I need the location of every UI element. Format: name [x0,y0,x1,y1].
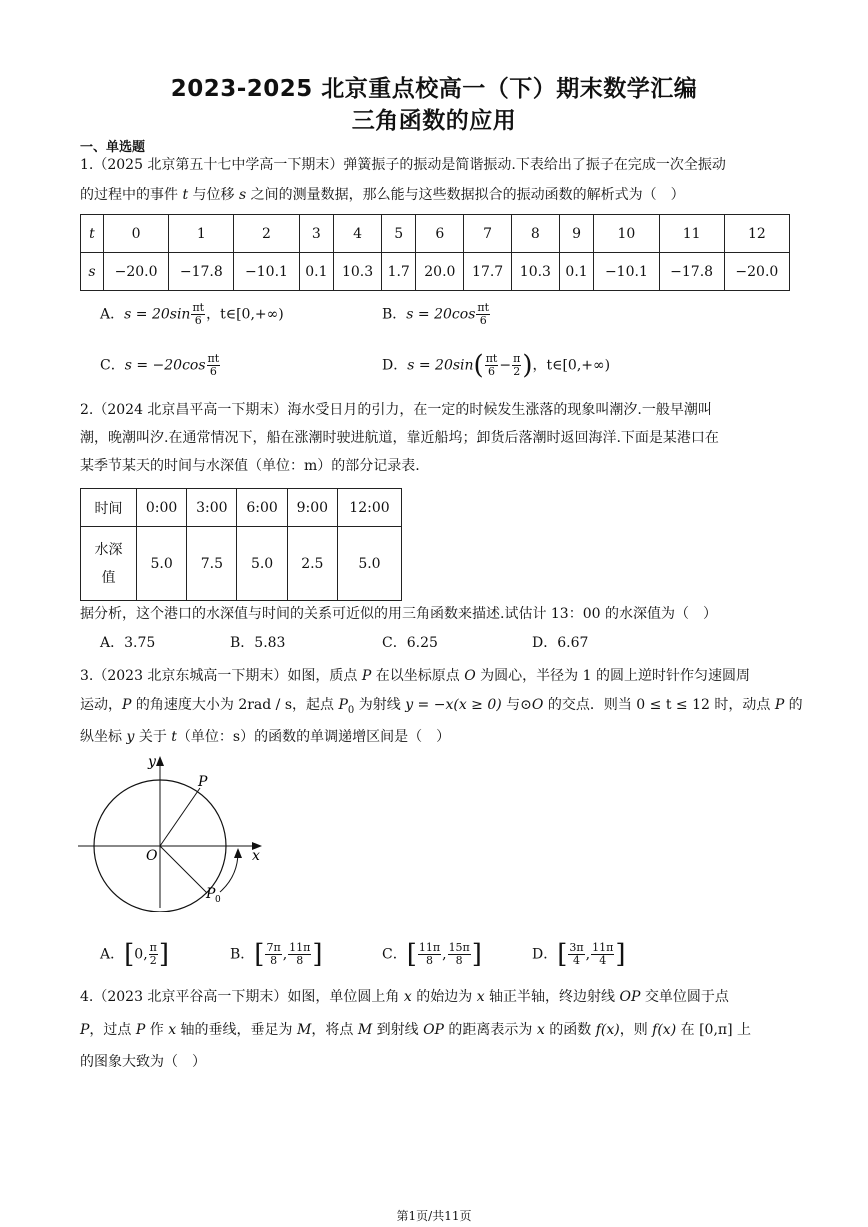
q4-text-line2: P，过点 P 作 x 轴的垂线，垂足为 M，将点 M 到射线 OP 的距离表示为 x 的函数 f(x)，则 f(x) 在 [0,π] 上 [80,1022,752,1038]
q1-t-cell: 6 [416,215,464,253]
q3-option-c[interactable]: C．[ $\frac{11\pi}{8}$ , $\frac{15\pi}{8}$ ] [382,939,482,970]
q2-depth-cell: 5.0 [237,527,287,601]
q1-t-cell: 7 [464,215,512,253]
q1-t-cell: 8 [512,215,560,253]
q2-depth-cell: 5.0 [137,527,187,601]
document-subtitle: 三角函数的应用 [351,108,517,134]
q2-depth-cell: 2.5 [287,527,337,601]
q2-option-a[interactable]: A．3.75 [100,635,156,651]
q1-s-cell: 1.7 [381,253,416,291]
q2-text-line1: 2.（2024 北京昌平高一下期末）海水受日月的引力，在一定的时候发生涨落的现象叫潮汐.一般早潮叫 [80,402,712,418]
page-footer: 第1页/共11页 [396,1209,472,1223]
q3-option-b[interactable]: B．[ $\frac{7\pi}{8}$ , $\frac{11\pi}{8}$ ] [230,939,323,970]
q3-unit-circle-figure [74,752,274,912]
q1-s-cell: 10.3 [512,253,560,291]
q1-s-cell: 20.0 [416,253,464,291]
section-heading: 一、单选题 [80,140,146,155]
label-p0: P [206,886,216,902]
q2-depth-cell: 5.0 [337,527,401,601]
q2-depth-cell: 7.5 [187,527,237,601]
q1-row-t [81,215,790,253]
q1-t-cell: 0 [104,215,169,253]
q1-s-cell: 0.1 [559,253,594,291]
q1-t-cell: 9 [559,215,594,253]
q1-s-cell: 0.1 [299,253,334,291]
label-y: y [148,754,156,770]
q2-option-c[interactable]: C．6.25 [382,635,438,651]
q2-data-table [80,488,402,601]
segment-op0 [160,846,207,893]
q2-row-time [81,489,402,527]
q1-s-cell: 10.3 [334,253,382,291]
q1-data-table [80,214,790,291]
q1-option-c[interactable]: C．s = −20cos $\frac{\pi t}{6}$ [100,352,220,378]
rotation-arrow-icon [234,848,242,858]
q2-option-d[interactable]: D．6.67 [532,635,589,651]
q3-option-a[interactable]: A．[0, $\frac{\pi}{2}$ ] [100,939,170,970]
q1-t-cell: 4 [334,215,382,253]
q2-time-cell: 3:00 [187,489,237,527]
q1-s-cell: 17.7 [464,253,512,291]
q2-time-cell: 6:00 [237,489,287,527]
q1-s-label: s [81,253,104,291]
segment-op [160,788,200,846]
q1-text-line1: 1.（2025 北京第五十七中学高一下期末）弹簧振子的振动是简谐振动.下表给出了振子在完成一次全振动 [80,157,726,173]
q2-depth-label: 水深 值 [81,527,137,601]
q4-text-line3: 的图象大致为（ ） [80,1054,206,1070]
q1-text-line2: 的过程中的事件 t 与位移 s 之间的测量数据，那么能与这些数据拟合的振动函数的解析式为（ ） [80,187,685,203]
q4-text-line1: 4.（2023 北京平谷高一下期末）如图，单位圆上角 x 的始边为 x 轴正半轴，终边射线 OP 交单位圆于点 [80,989,729,1005]
q2-time-label: 时间 [81,489,137,527]
q2-text-line3: 某季节某天的时间与水深值（单位：m）的部分记录表. [80,458,420,474]
q1-t-label: t [81,215,104,253]
q2-time-cell: 12:00 [337,489,401,527]
q1-t-cell: 11 [659,215,724,253]
q1-option-b[interactable]: B．s = 20cos $\frac{\pi t}{6}$ [382,301,490,327]
q1-t-cell: 12 [724,215,789,253]
q1-t-cell: 10 [594,215,659,253]
q1-t-cell: 3 [299,215,334,253]
q1-option-a[interactable]: A．s = 20sin $\frac{\pi t}{6}$ ，t∈[0,+∞) [100,301,284,327]
q2-option-b[interactable]: B．5.83 [230,635,286,651]
label-p0-subscript: 0 [215,895,221,905]
q1-option-d[interactable]: D．s = 20sin( $\frac{\pi t}{6}$ − $\frac{\pi}{2}$ )，t∈[0,+∞) [382,350,611,381]
document-title: 2023-2025 北京重点校高一（下）期末数学汇编 [170,76,698,102]
q2-time-cell: 9:00 [287,489,337,527]
q1-s-cell: −17.8 [659,253,724,291]
q1-s-cell: −10.1 [234,253,299,291]
q3-text-line2: 运动，P 的角速度大小为 2rad / s，起点 $P_0$ 为射线 y = −x(x ≥ 0) 与⊙O 的交点．则当 0 ≤ t ≤ 12 时，动点 P 的 [80,697,803,716]
q1-t-cell: 5 [381,215,416,253]
q1-row-s [81,253,790,291]
label-p: P [198,774,208,790]
q3-option-d[interactable]: D．[ $\frac{3\pi}{4}$ , $\frac{11\pi}{4}$ ] [532,939,626,970]
label-x: x [252,848,260,864]
q1-s-cell: −20.0 [724,253,789,291]
q1-s-cell: −20.0 [104,253,169,291]
q3-text-line3: 纵坐标 y 关于 t（单位：s）的函数的单调递增区间是（ ） [80,729,451,745]
q2-text-line4: 据分析，这个港口的水深值与时间的关系可近似的用三角函数来描述.试估计 13：00 的水深值为（ ） [80,606,717,622]
q2-text-line2: 潮，晚潮叫汐.在通常情况下，船在涨潮时驶进航道，靠近船坞；卸货后落潮时返回海洋.下面是某港口在 [80,430,719,446]
label-o: O [146,848,158,864]
q1-t-cell: 2 [234,215,299,253]
q3-text-line1: 3.（2023 北京东城高一下期末）如图，质点 P 在以坐标原点 O 为圆心，半径为 1 的圆上逆时针作匀速圆周 [80,668,750,684]
q1-s-cell: −10.1 [594,253,659,291]
q1-s-cell: −17.8 [169,253,234,291]
y-axis-arrow-icon [156,756,164,766]
q2-time-cell: 0:00 [137,489,187,527]
q1-t-cell: 1 [169,215,234,253]
q2-row-depth [81,527,402,601]
